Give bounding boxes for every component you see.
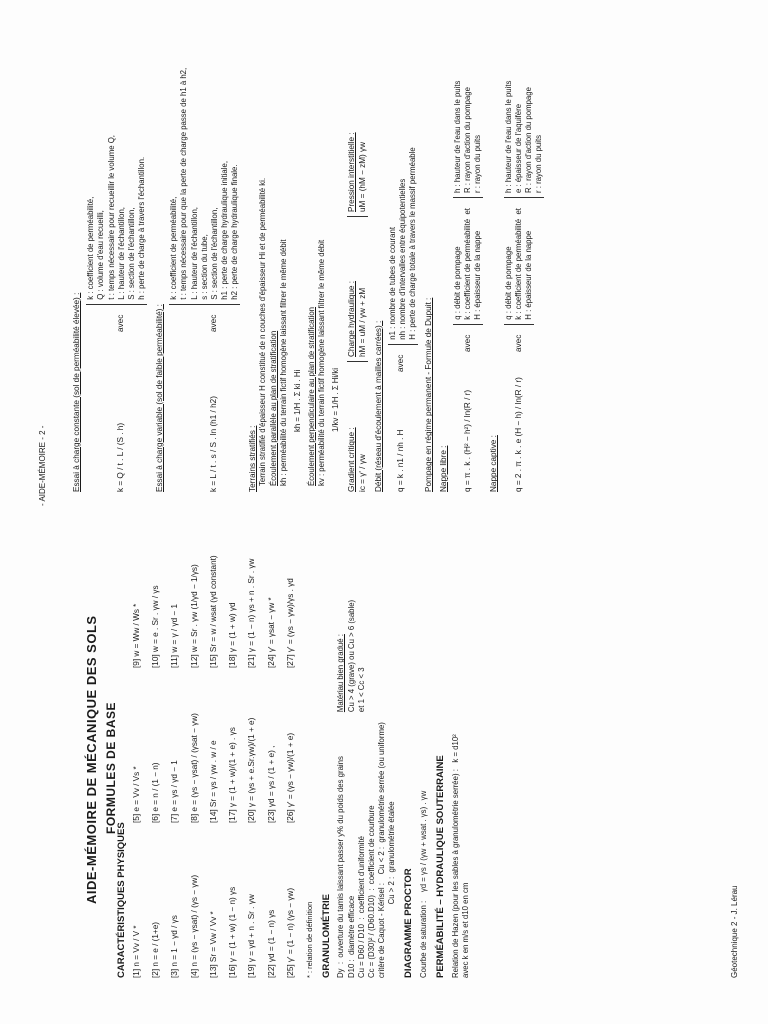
gradient-formula: ic = γ' / γw xyxy=(357,454,367,492)
nc-def: H : épaisseur de la nappe xyxy=(523,230,533,320)
formula-cell: [14] Sr = γs / γw . w / e xyxy=(208,740,218,823)
formula-row xyxy=(267,508,277,978)
formula-cell: [11] w = γ / γd − 1 xyxy=(170,603,180,668)
formula-cell: [8] e = (γs − γsat) / (γsat − γw) xyxy=(189,713,199,823)
cv-definitions xyxy=(169,68,240,305)
avec-label: avec xyxy=(462,334,472,352)
debit-block xyxy=(388,32,418,492)
cc-def: t : temps nécessaire pour recueillir le volume Q, xyxy=(106,135,116,300)
cv-def: k : coefficient de perméabilité, xyxy=(169,196,179,300)
proctor-formula: Courbe de saturation : γd = γs / (γw + wsat . γs) . γw xyxy=(419,790,428,978)
formula-row xyxy=(209,508,219,978)
formula-cell: [2] n = e / (1+e) xyxy=(151,922,161,978)
nc-def2: e : épaisseur de l'aquifère xyxy=(513,103,523,194)
avec-label: avec xyxy=(513,334,523,352)
nappe-libre-block xyxy=(453,32,483,492)
formula-cell: [1] n = Vv / V * xyxy=(131,925,141,978)
debit-def: n1 : nombre de tubes de courant xyxy=(388,227,397,340)
nc-def2: R : rayon d'action du pompage xyxy=(523,87,533,194)
granulo-line: Cu > 2 : granulométrie étalée xyxy=(387,801,396,978)
nl-def2: R : rayon d'action du pompage xyxy=(463,87,472,194)
formula-cell: [19] γ = γd + n . Sr . γw xyxy=(247,894,257,978)
avec-label: avec xyxy=(116,314,126,332)
formula-cell: [7] e = γs / γd − 1 xyxy=(170,760,180,823)
granulo-line: D10 : diamètre efficace xyxy=(346,895,356,978)
granulo-line: Cu = D60 / D10 : coefficient d'uniformité xyxy=(356,836,366,978)
nappe-captive-defs xyxy=(504,208,534,325)
avec-label: avec xyxy=(396,354,405,372)
section-heading-permeabilite: PERMÉABILITÉ – HYDRAULIQUE SOUTERRAINE xyxy=(435,755,447,978)
formula-cell: [20] γ = (γs + e.Sr.γw)/(1 + e) xyxy=(247,717,257,823)
granulo-lines xyxy=(336,722,397,978)
debit-definitions xyxy=(388,147,418,344)
debit-formula: q = k . n1 / nh . H xyxy=(396,429,405,492)
cv-formula: k = L / t . s / S . ln (h1 / h2) xyxy=(209,396,219,492)
cv-def: t : temps nécessaire pour que la perte de charge passe de h1 à h2, xyxy=(179,67,189,300)
gradient-row xyxy=(347,32,368,492)
cc-def: L : hauteur de l'échantillon, xyxy=(116,207,126,300)
formula-row xyxy=(228,508,238,978)
formula-cell: [24] γ' = γsat − γw * xyxy=(266,597,276,668)
section-heading-caracteristiques: CARACTÉRISTIQUES PHYSIQUES xyxy=(116,822,127,978)
nc-def2: r : rayon du puits xyxy=(533,134,543,194)
pression-formula: uM = (hM − zM) γw xyxy=(357,141,367,212)
formula-cell: [26] γ' = (γs − γw)/(1 + e) xyxy=(285,732,295,823)
formula-row xyxy=(151,508,161,978)
debit-heading: Débit (réseau d'écoulement à mailles carrées) : xyxy=(373,320,383,492)
formula-row xyxy=(247,508,257,978)
nappe-captive-heading: Nappe captive : xyxy=(489,435,499,492)
cc-formula: k = Q / t . L / (S . h) xyxy=(116,422,126,492)
hazen-line: Relation de Hazen (pour les sables à granulométrie serrée) : k = d10² xyxy=(451,734,460,978)
nappe-libre-formula: q = π . k . (H² − h²) / ln(R / r) xyxy=(462,389,472,492)
formula-cell: [21] γ = (1 − n) γs + n . Sr . γw xyxy=(247,558,257,668)
formula-cell: [27] γ' = (γs − γw)/γs . γd xyxy=(285,578,295,668)
formula-grid xyxy=(132,508,296,978)
formula-cell: [9] w = Ww / Ws * xyxy=(131,603,141,668)
gradient-label: Gradient critique : xyxy=(347,427,357,492)
charge-variable-block xyxy=(169,32,240,492)
granulo-line: critère de Caquot - Kérisel : Cu < 2 : granulométrie serrée (ou uniforme) xyxy=(376,722,386,978)
page-footer: Géotechnique 2 - J. Lérau xyxy=(730,885,739,978)
section-heading-proctor: DIAGRAMME PROCTOR xyxy=(403,868,415,978)
formula-cell: [16] γ = (1 + w) (1 − n) γs xyxy=(228,886,238,978)
debit-def: H : perte de charge totale à travers le massif perméable xyxy=(408,147,418,340)
formula-cell: [25] γ' = (1 − n) (γs − γw) xyxy=(285,887,295,978)
materiau-line: Cu > 4 (grave) ou Cu > 6 (sable) xyxy=(346,599,356,713)
kh-formula: kh = 1/H . Σ ki . Hi xyxy=(292,369,302,432)
materiau-line: et 1 < Cc < 3 xyxy=(356,667,366,713)
formula-cell: [3] n = 1 − γd / γs xyxy=(170,915,180,978)
nl-def: H : épaisseur de la nappe xyxy=(473,230,483,320)
debit-def: nh : nombre d'intervalles entre équipotentielles xyxy=(398,178,408,340)
materiau-heading: Matériau bien gradué : xyxy=(336,634,346,713)
formula-row xyxy=(286,508,296,978)
page-header: - AIDE-MÉMOIRE - 2 - xyxy=(38,425,47,506)
formula-cell: [13] Sr = Vw / Vv * xyxy=(208,911,218,978)
nl-def: q : débit de pompage xyxy=(452,246,462,320)
pompage-heading: Pompage en régime permanent - Formule de Dupuit : xyxy=(424,297,434,492)
document-subtitle: FORMULES DE BASE xyxy=(104,701,118,834)
nl-def2: r : rayon du puits xyxy=(473,134,483,194)
charge-constante-block xyxy=(86,32,147,492)
cv-def: s : section du tube, xyxy=(199,234,209,300)
terrains-heading: Terrains stratifiés : xyxy=(248,425,258,492)
granulo-line: Cc = (D30)² / (D60.D10) : coefficient de courbure xyxy=(366,805,376,978)
kv-definition: kv : perméabilité du terrain fictif homogène laissant filtrer le même débit xyxy=(317,239,326,486)
nappe-libre-heading: Nappe libre : xyxy=(438,445,448,492)
formula-cell: [17] γ = (1 + w)/(1 + e) . γs xyxy=(228,727,238,823)
granulo-block xyxy=(336,508,397,978)
kv-formula: 1/kv = 1/H . Σ Hi/ki xyxy=(331,368,341,432)
hazen-units: avec k en m/s et d10 en cm xyxy=(461,882,471,978)
formula-cell: [10] w = e . Sr . γw / γs xyxy=(151,585,161,668)
document-title: AIDE-MÉMOIRE DE MÉCANIQUE DES SOLS xyxy=(84,615,99,904)
gradient-block xyxy=(347,372,368,492)
formula-cell: [22] γd = (1 − n) γs xyxy=(266,909,276,978)
charge-h-label: Charge hydraulique : xyxy=(347,280,357,357)
formula-row xyxy=(190,508,200,978)
cv-def: h1 : perte de charge hydraulique initiale, xyxy=(219,160,229,300)
pression-block xyxy=(347,132,368,217)
nappe-libre-defs2 xyxy=(453,81,483,198)
pression-label: Pression interstitielle : xyxy=(347,132,357,212)
cc-def: k : coefficient de perméabilité, xyxy=(86,196,96,300)
nappe-captive-block xyxy=(504,32,545,492)
formula-cell: [15] Sr = w / wsat (γd constant) xyxy=(208,555,218,668)
charge-variable-heading: Essai à charge variable (sol de faible perméabilité) : xyxy=(155,304,164,492)
formula-cell: [18] γ = (1 + w) γd xyxy=(228,602,238,668)
nc-def: k : coefficient de perméabilité et xyxy=(513,208,523,320)
kh-definition: kh : perméabilité du terrain fictif homogène laissant filtrer le même débit xyxy=(278,239,288,486)
definition-note: * : relation de définition xyxy=(305,901,315,978)
nl-def2: h : hauteur de l'eau dans le puits xyxy=(452,80,462,194)
cc-def: h : perte de charge à travers l'échantillon. xyxy=(136,156,146,300)
formula-cell: [6] e = n / (1 − n) xyxy=(151,762,161,823)
ecoulement-parallele: Écoulement parallèle au plan de stratification xyxy=(268,330,278,486)
cv-def: L : hauteur de l'échantillon, xyxy=(189,207,199,300)
right-column xyxy=(72,32,548,492)
nappe-libre-defs xyxy=(453,208,483,325)
section-heading-granulometrie: GRANULOMÉTRIE xyxy=(320,894,332,978)
granulo-line: Dy : ouverture du tamis laissant passer y% du poids des grains xyxy=(336,756,346,978)
formula-cell: [5] e = Vv / Vs * xyxy=(131,766,141,823)
charge-h-block xyxy=(347,227,368,362)
materiau-block xyxy=(336,600,366,712)
cc-def: Q : volume d'eau recueilli, xyxy=(96,210,106,300)
cc-definitions xyxy=(86,135,147,305)
cv-def: S : section de l'échantillon, xyxy=(209,207,219,300)
formula-cell: [12] w = Sr . γw (1/γd − 1/γs) xyxy=(189,564,199,668)
cv-def: h2 : perte de charge hydraulique finale. xyxy=(230,164,239,300)
nappe-captive-formula: q = 2 . π . k . e (H − h) / ln(R / r) xyxy=(513,377,523,492)
terrains-line: Terrain stratifié d'épaisseur H constitué de n couches d'épaisseur Hi et de perméabilité ki. xyxy=(258,177,268,486)
formula-cell: [4] n = (γs − γsat) / (γs − γw) xyxy=(189,874,199,978)
charge-h-formula: hM = uM / γw + zM xyxy=(357,287,367,357)
avec-label: avec xyxy=(209,314,219,332)
nc-def: q : débit de pompage xyxy=(503,246,513,320)
cc-def: S : section de l'échantillon, xyxy=(126,207,136,300)
charge-constante-heading: Essai à charge constante (sol de perméabilité élevée) : xyxy=(72,292,81,492)
left-column xyxy=(110,508,471,978)
nl-def: k : coefficient de perméabilité et xyxy=(463,208,472,320)
nc-def2: h : hauteur de l'eau dans le puits xyxy=(503,80,513,194)
formula-row xyxy=(132,508,142,978)
nappe-captive-defs2 xyxy=(504,81,545,198)
formula-cell: [23] γd = γs / (1 + e) , xyxy=(266,745,276,823)
ecoulement-perpendiculaire: Écoulement perpendiculaire au plan de stratification xyxy=(306,306,316,486)
formula-row xyxy=(170,508,180,978)
